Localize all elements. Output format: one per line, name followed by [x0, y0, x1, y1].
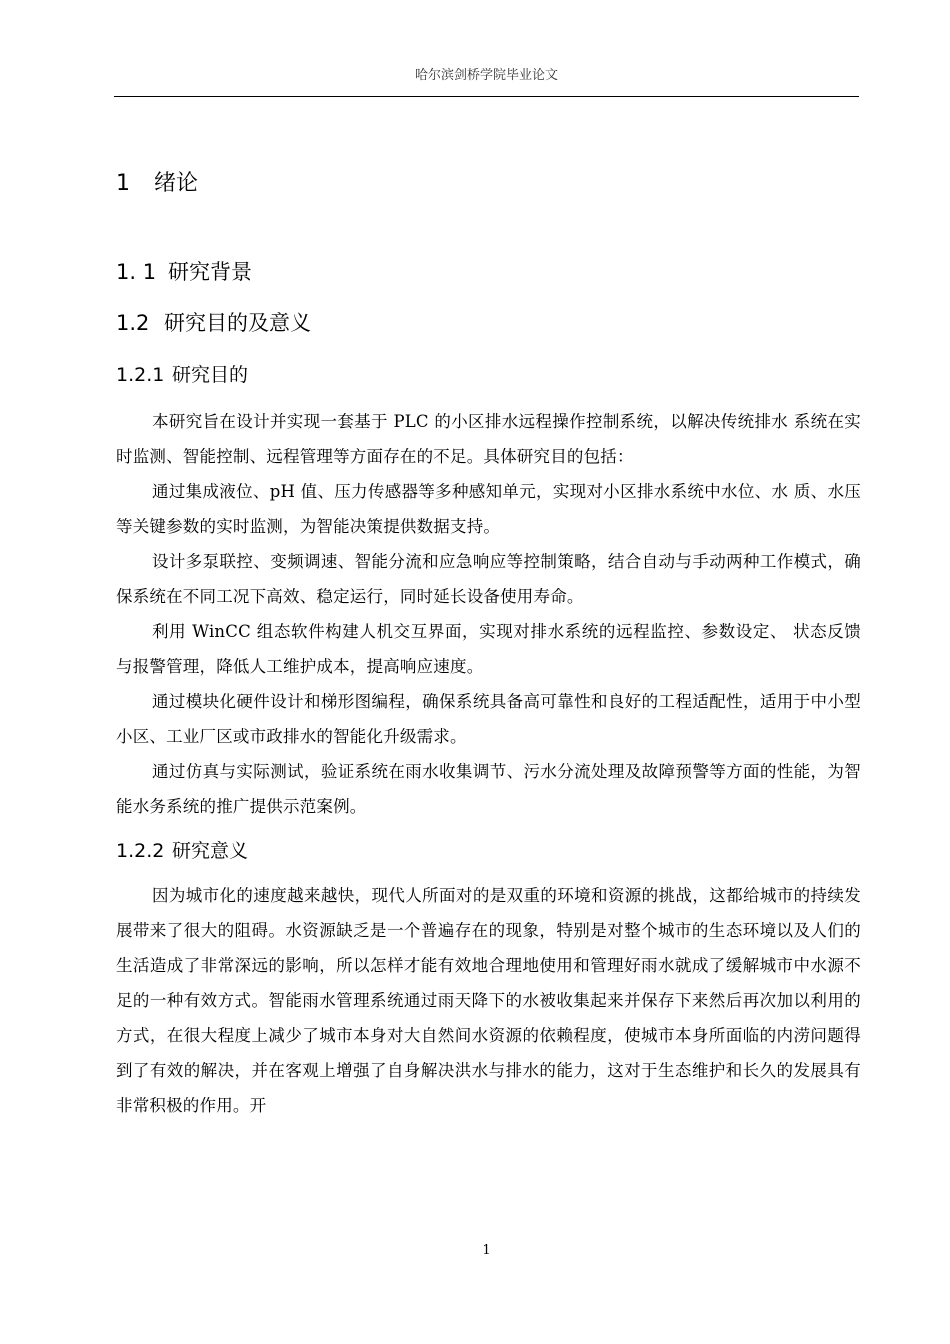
page-number: 1 [482, 1243, 491, 1258]
section-heading-1-1 [116, 256, 252, 286]
subsection-number: 1.2.2 [116, 840, 165, 862]
paragraph: 通过集成液位、pH 值、压力传感器等多种感知单元，实现对小区排水系统中水位、水 质、水压等关键参数的实时监测，为智能决策提供数据支持。 [116, 482, 861, 536]
section-number: 1. 1 [116, 260, 157, 284]
paragraph: 利用 WinCC 组态软件构建人机交互界面，实现对排水系统的远程监控、参数设定、 状态反馈与报警管理，降低人工维护成本，提高响应速度。 [116, 622, 861, 676]
section-heading-1-2 [116, 307, 311, 337]
subsection-heading-1-2-2 [116, 836, 248, 863]
chapter-number: 1 [116, 171, 130, 196]
paragraph: 通过仿真与实际测试，验证系统在雨水收集调节、污水分流处理及故障预警等方面的性能，为智能水务系统的推广提供示范案例。 [116, 762, 861, 816]
section-title: 研究背景 [168, 260, 252, 284]
section-number: 1.2 [116, 311, 150, 335]
header-divider [114, 96, 859, 97]
subsection-heading-1-2-1 [116, 360, 248, 387]
chapter-title: 绪论 [154, 171, 199, 196]
page-header-title: 哈尔滨剑桥学院毕业论文 [414, 68, 558, 83]
paragraph: 因为城市化的速度越来越快，现代人所面对的是双重的环境和资源的挑战，这都给城市的持续发展带来了很大的阻碍。水资源缺乏是一个普遍存在的现象，特别是对整个城市的生态环境以及人们的生活造成了非常深远的影响，所以怎样才能有效地合理地使用和管理好雨水就成了缓解城市中水源不足的一种有效方式。智能雨水管理系统通过雨天降下的水被收集起来并保存下来然后再次加以利用的方式，在很大程度上减少了城市本身对大自然间水资源的依赖程度，使城市本身所面临的内涝问题得到了有效的解决，并在客观上增强了自身解决洪水与排水的能力，这对于生态维护和长久的发展具有非常积极的作用。开 [116, 886, 861, 1115]
subsection-title: 研究意义 [172, 840, 249, 862]
research-purpose-body [116, 404, 861, 824]
subsection-title: 研究目的 [172, 364, 249, 386]
paragraph: 设计多泵联控、变频调速、智能分流和应急响应等控制策略，结合自动与手动两种工作模式，确保系统在不同工况下高效、稳定运行，同时延长设备使用寿命。 [116, 552, 861, 606]
section-title: 研究目的及意义 [164, 311, 311, 335]
research-significance-body [116, 878, 861, 1123]
chapter-heading [116, 166, 198, 197]
paragraph: 本研究旨在设计并实现一套基于 PLC 的小区排水远程操作控制系统，以解决传统排水 系统在实时监测、智能控制、远程管理等方面存在的不足。具体研究目的包括： [116, 412, 861, 466]
subsection-number: 1.2.1 [116, 364, 165, 386]
paragraph: 通过模块化硬件设计和梯形图编程，确保系统具备高可靠性和良好的工程适配性，适用于中小型小区、工业厂区或市政排水的智能化升级需求。 [116, 692, 861, 746]
